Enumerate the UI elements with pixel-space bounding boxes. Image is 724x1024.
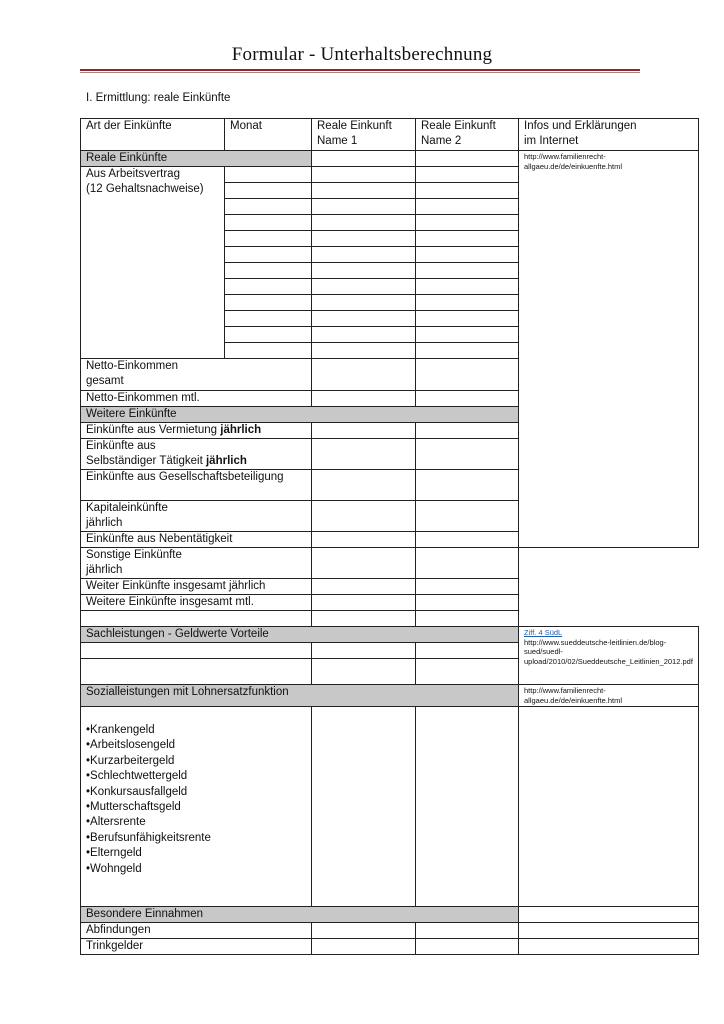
info-link-suedl[interactable]: Ziff. 4 SüdL	[524, 628, 563, 637]
col-header-name1	[312, 119, 416, 151]
label-text: Einkünfte aus Vermietung	[86, 424, 221, 436]
cell-input[interactable]	[312, 501, 416, 532]
label-line: Sonstige Einkünfte	[86, 549, 182, 561]
cell-input[interactable]	[312, 391, 416, 407]
cell-input[interactable]	[312, 295, 416, 311]
info-cell-empty	[519, 939, 699, 955]
cell-input[interactable]	[416, 470, 519, 501]
cell-input[interactable]	[416, 327, 519, 343]
cell-input[interactable]	[416, 501, 519, 532]
col-header-art: Art der Einkünfte	[81, 119, 225, 151]
table-row	[81, 707, 699, 907]
cell-input[interactable]	[416, 659, 519, 685]
row-label-kapital	[81, 501, 312, 532]
cell-month[interactable]	[225, 247, 312, 263]
cell-input[interactable]	[312, 183, 416, 199]
cell-month[interactable]	[225, 263, 312, 279]
cell-input[interactable]	[416, 359, 519, 391]
cell-input[interactable]	[416, 923, 519, 939]
cell-input[interactable]	[312, 595, 416, 611]
title-rule-thin	[80, 72, 640, 73]
cell-month[interactable]	[225, 183, 312, 199]
info-cell-empty	[519, 707, 699, 907]
cell-input[interactable]	[416, 247, 519, 263]
cell-input[interactable]	[312, 263, 416, 279]
section-row-besondere	[81, 907, 699, 923]
label-line: (12 Gehaltsnachweise)	[86, 183, 204, 195]
row-label-selbststaendig	[81, 439, 312, 470]
section-row-sach	[81, 627, 699, 643]
list-item: •Altersrente	[86, 816, 146, 829]
cell-input[interactable]	[312, 359, 416, 391]
cell-input[interactable]	[312, 311, 416, 327]
row-label-neben: Einkünfte aus Nebentätigkeit	[81, 532, 312, 548]
cell-input[interactable]	[312, 470, 416, 501]
cell-input[interactable]	[416, 199, 519, 215]
cell-input[interactable]	[416, 391, 519, 407]
cell-input[interactable]	[416, 643, 519, 659]
row-label-gesamt-mtl: Weitere Einkünfte insgesamt mtl.	[81, 595, 312, 611]
cell-input[interactable]	[416, 215, 519, 231]
cell-input[interactable]	[416, 439, 519, 470]
label-line: jährlich	[86, 517, 123, 529]
cell-input[interactable]	[312, 327, 416, 343]
row-label-trinkgelder: Trinkgelder	[81, 939, 312, 955]
cell-input[interactable]	[416, 707, 519, 907]
list-item: •Arbeitslosengeld	[86, 739, 176, 752]
info-url-suedl[interactable]: http://www.sueddeutsche-leitlinien.de/blog-sued/suedl-upload/2010/02/Sueddeutsche_Leitlinien_2012.pdf	[524, 637, 693, 666]
cell-month[interactable]	[225, 199, 312, 215]
label-text: Selbständiger Tätigkeit	[86, 455, 206, 467]
cell-input[interactable]	[312, 167, 416, 183]
list-item: •Schlechtwettergeld	[86, 770, 188, 783]
section-header-sozial: Sozialleistungen mit Lohnersatzfunktion	[81, 685, 519, 707]
label-line: gesamt	[86, 375, 124, 387]
section-header-reale: Reale Einkünfte	[81, 151, 312, 167]
cell-month[interactable]	[225, 231, 312, 247]
income-form-table	[80, 118, 699, 955]
title-rule	[80, 69, 640, 71]
info-cell-sach[interactable]	[519, 627, 699, 685]
cell-input[interactable]	[416, 579, 519, 595]
cell-input[interactable]	[312, 579, 416, 595]
label-line: Netto-Einkommen	[86, 360, 179, 372]
cell-input[interactable]	[416, 295, 519, 311]
cell-input[interactable]	[81, 659, 312, 685]
info-cell-empty	[519, 923, 699, 939]
cell-input[interactable]	[416, 343, 519, 359]
cell-input[interactable]	[416, 151, 519, 167]
col-header-info	[519, 119, 699, 151]
label-bold: jährlich	[220, 424, 262, 436]
cell-input[interactable]	[312, 532, 416, 548]
row-label-abfindungen: Abfindungen	[81, 923, 312, 939]
cell-input[interactable]	[416, 231, 519, 247]
section-header-sach: Sachleistungen - Geldwerte Vorteile	[81, 627, 519, 643]
cell-month[interactable]	[225, 279, 312, 295]
table-row	[81, 548, 699, 579]
table-row	[81, 595, 699, 611]
cell-input[interactable]	[312, 215, 416, 231]
cell-input[interactable]	[312, 439, 416, 470]
sozialleistungen-list	[86, 723, 306, 877]
cell-month[interactable]	[225, 343, 312, 359]
cell-input[interactable]	[312, 151, 416, 167]
label-bold: jährlich	[205, 455, 247, 467]
cell-input[interactable]	[416, 263, 519, 279]
sozialleistungen-list-cell	[81, 707, 312, 907]
section-row-sozial	[81, 685, 699, 707]
list-item: •Elterngeld	[86, 847, 142, 860]
cell-input[interactable]	[416, 595, 519, 611]
cell-input[interactable]	[312, 611, 416, 627]
cell-input[interactable]	[312, 548, 416, 579]
table-row	[81, 923, 699, 939]
table-row	[81, 611, 699, 627]
cell-input[interactable]	[312, 659, 416, 685]
table-row	[81, 939, 699, 955]
cell-input[interactable]	[416, 279, 519, 295]
section-header-weitere: Weitere Einkünfte	[81, 407, 519, 423]
info-cell-empty	[519, 907, 699, 923]
cell-input[interactable]	[312, 939, 416, 955]
col-header-info-line1: Infos und Erklärungen	[524, 120, 637, 132]
list-item: •Kurzarbeitergeld	[86, 754, 175, 767]
cell-input[interactable]	[312, 707, 416, 907]
cell-input[interactable]	[312, 231, 416, 247]
cell-input[interactable]	[416, 167, 519, 183]
row-label-gesamt-jaehrlich: Weiter Einkünfte insgesamt jährlich	[81, 579, 312, 595]
cell-input[interactable]	[312, 199, 416, 215]
col-header-name2-line2: Name 2	[421, 135, 462, 147]
section-heading: I. Ermittlung: reale Einkünfte	[86, 92, 231, 104]
cell-month[interactable]	[225, 311, 312, 327]
col-header-name2-line1: Reale Einkunft	[421, 120, 496, 132]
label-line: Kapitaleinkünfte	[86, 502, 168, 514]
label-line: Einkünfte aus	[86, 440, 156, 452]
label-line: Aus Arbeitsvertrag	[86, 168, 180, 180]
cell-input[interactable]	[312, 279, 416, 295]
col-header-name1-line2: Name 1	[317, 135, 358, 147]
row-label-sonstige	[81, 548, 312, 579]
list-item: •Krankengeld	[86, 724, 155, 736]
cell-input[interactable]	[416, 548, 519, 579]
info-cell-sozial[interactable]: http://www.familienrecht-allgaeu.de/de/einkuenfte.html	[519, 685, 699, 707]
cell-input[interactable]	[312, 643, 416, 659]
info-cell-reale[interactable]: http://www.familienrecht-allgaeu.de/de/einkuenfte.html	[519, 151, 699, 548]
cell-input[interactable]	[416, 423, 519, 439]
table-row	[81, 579, 699, 595]
document-title: Formular - Unterhaltsberechnung	[231, 44, 493, 65]
list-item: •Konkursausfallgeld	[86, 785, 188, 798]
list-item: •Wohngeld	[86, 862, 142, 875]
row-label-arbeitsvertrag	[81, 167, 225, 359]
cell-input[interactable]	[416, 311, 519, 327]
table-header-row	[81, 119, 699, 151]
col-header-monat: Monat	[225, 119, 312, 151]
cell-input[interactable]	[416, 939, 519, 955]
cell-input[interactable]	[312, 247, 416, 263]
cell-month[interactable]	[225, 295, 312, 311]
row-label-vermietung	[81, 423, 312, 439]
cell-input[interactable]	[81, 611, 312, 627]
cell-input[interactable]	[416, 183, 519, 199]
section-row-reale	[81, 151, 699, 167]
cell-input[interactable]	[312, 423, 416, 439]
label-line: jährlich	[86, 564, 123, 576]
cell-input[interactable]	[312, 923, 416, 939]
list-item: •Mutterschaftsgeld	[86, 801, 181, 814]
cell-month[interactable]	[225, 327, 312, 343]
cell-input[interactable]	[81, 643, 312, 659]
row-label-gesellschaft: Einkünfte aus Gesellschaftsbeteiligung	[81, 470, 312, 501]
section-header-besondere: Besondere Einnahmen	[81, 907, 519, 923]
cell-month[interactable]	[225, 215, 312, 231]
list-item: •Berufsunfähigkeitsrente	[86, 831, 211, 844]
col-header-name1-line1: Reale Einkunft	[317, 120, 392, 132]
cell-input[interactable]	[416, 532, 519, 548]
cell-input[interactable]	[416, 611, 519, 627]
row-label-netto-gesamt	[81, 359, 312, 391]
col-header-name2	[416, 119, 519, 151]
cell-input[interactable]	[312, 343, 416, 359]
row-label-netto-mtl: Netto-Einkommen mtl.	[81, 391, 312, 407]
col-header-info-line2: im Internet	[524, 135, 579, 147]
cell-month[interactable]	[225, 167, 312, 183]
